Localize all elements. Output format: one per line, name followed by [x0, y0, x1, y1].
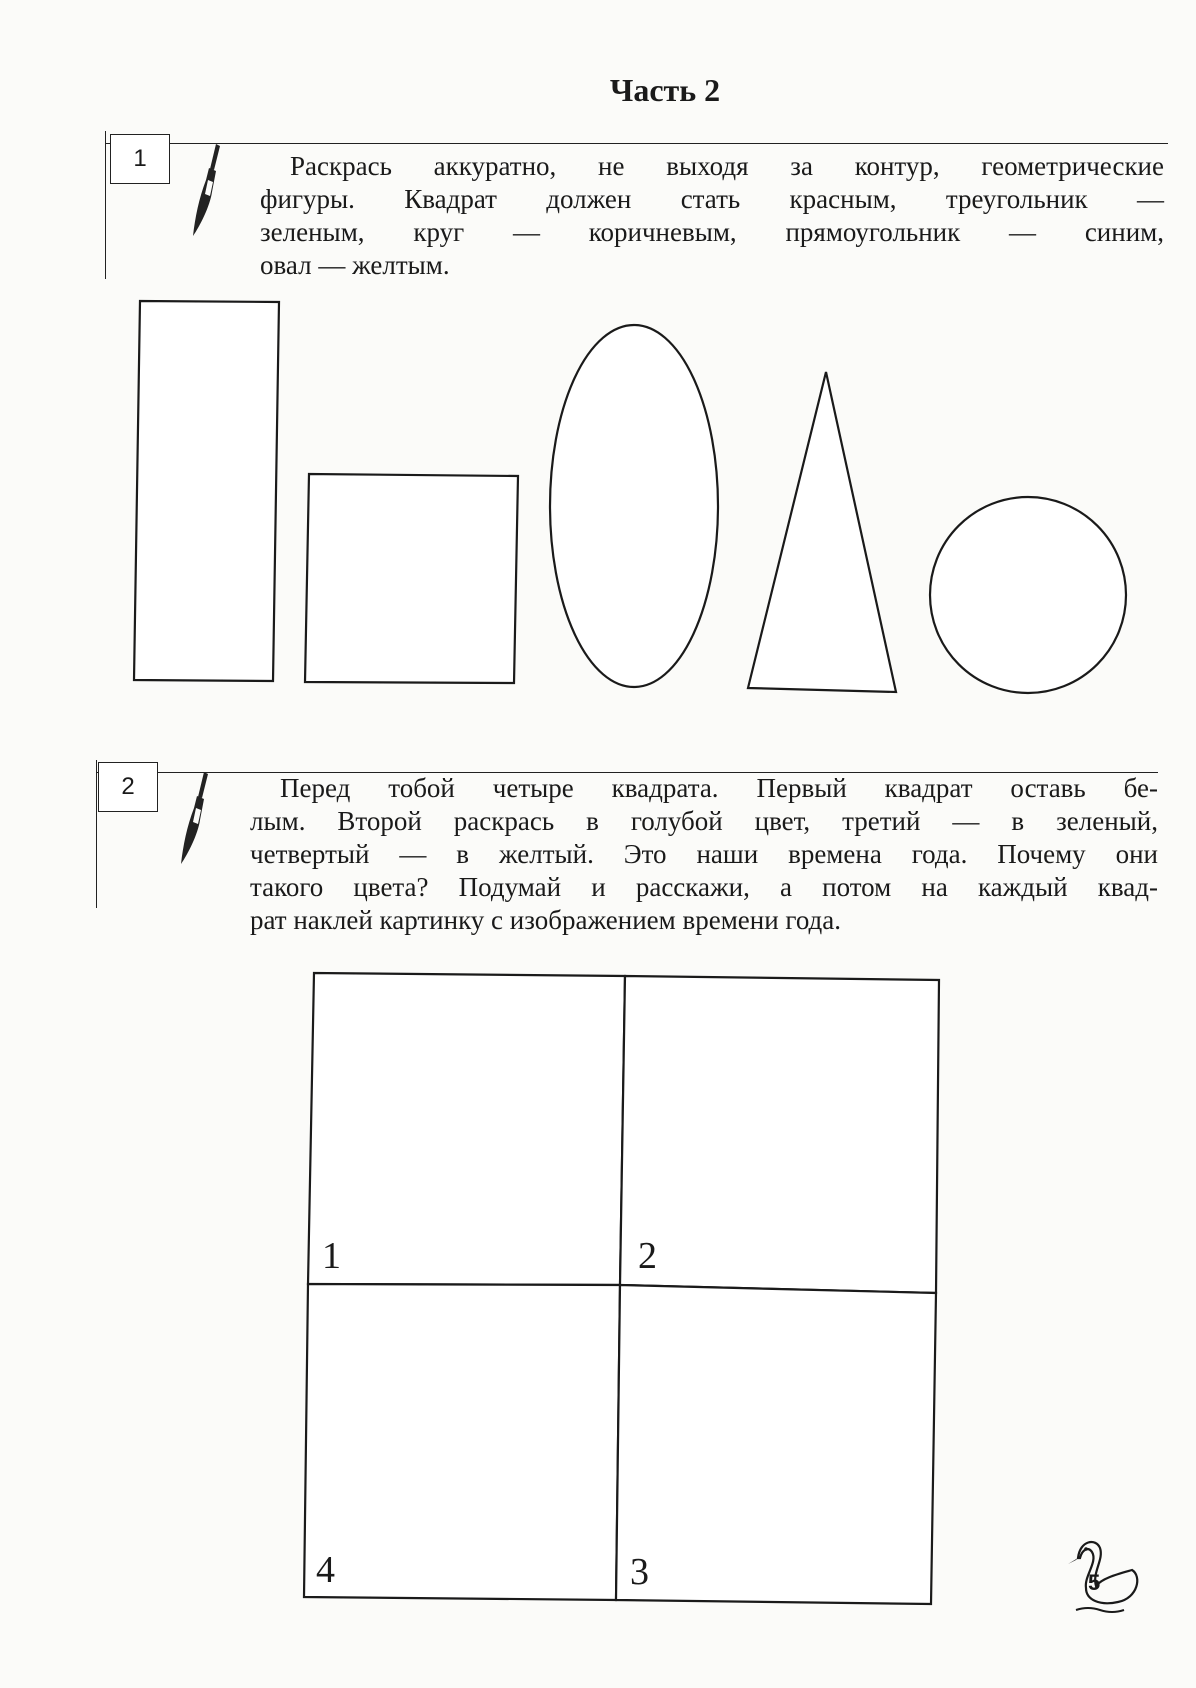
task2-line: рат наклей картинку с изображением времени года. [250, 905, 842, 935]
task1-line: фигуры. Квадрат должен стать красным, треугольник — [260, 184, 1164, 214]
square-label-2: 2 [638, 1235, 657, 1277]
task1-line: овал — желтым. [260, 250, 450, 280]
task1-line: зеленым, круг — коричневым, прямоугольник — синим, [260, 217, 1164, 247]
task2-line: лым. Второй раскрась в голубой цвет, третий — в зеленый, [250, 806, 1158, 836]
task1-number-box: 1 [110, 134, 170, 184]
task2-line: такого цвета? Подумай и расскажи, а потом на каждый квад- [250, 872, 1158, 902]
task1-line: Раскрась аккуратно, не выходя за контур, геометрические [290, 151, 1164, 181]
square-label-4: 4 [316, 1549, 335, 1591]
task2-number-box: 2 [98, 762, 158, 812]
season-square-4[interactable] [304, 1284, 620, 1600]
season-square-1[interactable] [308, 973, 625, 1285]
season-square-2[interactable] [620, 976, 939, 1293]
square-label-1: 1 [322, 1235, 341, 1277]
task2-line: четвертый — в желтый. Это наши времена года. Почему они [250, 839, 1158, 869]
task2-line: Перед тобой четыре квадрата. Первый квадрат оставь бе- [280, 773, 1158, 803]
page-number: 5 [1088, 1570, 1101, 1595]
square-label-3: 3 [630, 1551, 649, 1593]
season-square-3[interactable] [616, 1285, 936, 1604]
swan-icon [1058, 1520, 1148, 1620]
page-title: Часть 2 [609, 72, 721, 108]
